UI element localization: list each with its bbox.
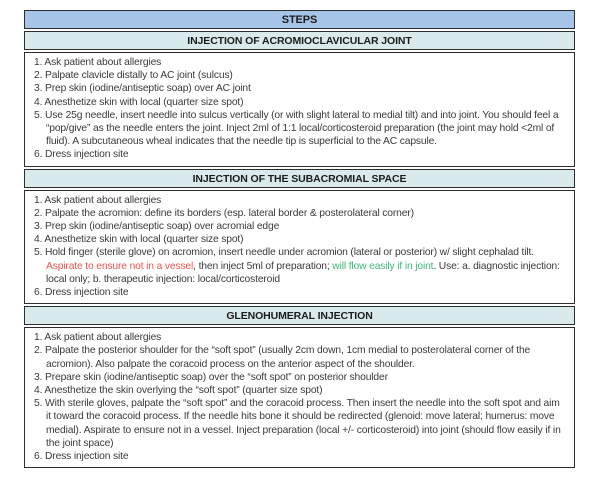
step-item (34, 220, 566, 233)
step-item (34, 246, 566, 286)
step-text: 1. Ask patient about allergies (34, 194, 162, 206)
step-text: 4. Anesthetize skin with local (quarter size spot) (34, 234, 244, 246)
step-text: 1. Ask patient about allergies (34, 332, 162, 344)
step-text: 1. Ask patient about allergies (34, 57, 162, 68)
step-item (34, 344, 566, 370)
step-item (34, 384, 566, 397)
step-item (34, 148, 566, 161)
step-text: 2. Palpate clavicle distally to AC joint (sulcus) (34, 70, 233, 82)
table-title-steps: STEPS (24, 10, 575, 29)
step-text-red: Aspirate to ensure not in a vessel (46, 260, 194, 272)
step-text: 5. Hold finger (sterile glove) on acromion, insert needle under acromion (lateral or posterior) w/ slight cephalad tilt. (34, 247, 534, 259)
section-header: GLENOHUMERAL INJECTION (24, 306, 575, 325)
procedure-steps-table (24, 10, 575, 468)
step-item (34, 109, 566, 149)
step-text: 4. Anesthetize the skin overlying the “soft spot” (quarter size spot) (34, 385, 323, 397)
step-text: 5. With sterile gloves, palpate the “soft spot” and the coracoid process. Then insert the needle into the soft spot and aim it toward the coracoid process. If the needle hits bone it should be redirected (glenoid: move lateral; humerus: move medial). Aspirate to ensure not in a vessel. Inject preparation (local +/- corticosteroid) into joint (should flow easily if in the joint space) (34, 398, 561, 449)
step-text: 6. Dress injection site (34, 149, 129, 161)
step-item (34, 233, 566, 246)
step-item (34, 371, 566, 384)
step-item (34, 96, 566, 109)
step-item (34, 286, 566, 299)
step-item (34, 207, 566, 220)
step-item (34, 56, 566, 69)
step-item (34, 82, 566, 95)
step-item (34, 331, 566, 344)
step-item (34, 397, 566, 450)
step-text: , then inject 5ml of preparation; (193, 260, 333, 272)
section-steps-list (24, 190, 575, 305)
step-text: 2. Palpate the acromion: define its borders (esp. lateral border & posterolateral corner) (34, 207, 414, 219)
step-text-green: will flow easily if in joint (332, 260, 434, 272)
section-header: INJECTION OF ACROMIOCLAVICULAR JOINT (24, 31, 575, 50)
step-text: . Use: a. diagnostic injection: local only; b. therapeutic injection: local/corticosteroid (46, 260, 560, 285)
step-text: 5. Use 25g needle, insert needle into sulcus vertically (or with slight lateral to medial tilt) and into joint. You should feel a “pop/give” as the needle enters the joint. Inject 2ml of 1:1 local/corticosteroid preparation (the joint may hold <2ml of fluid). A subcutaneous wheal indicates that the needle tip is superficial to the AC capsule. (34, 109, 559, 148)
step-text: 3. Prepare skin (iodine/antiseptic soap) over the “soft spot” on posterior shoulder (34, 371, 388, 383)
step-text: 3. Prep skin (iodine/antiseptic soap) over AC joint (34, 83, 251, 95)
step-text: 6. Dress injection site (34, 287, 129, 299)
step-text: 2. Palpate the posterior shoulder for the “soft spot” (usually 2cm down, 1cm medial to posterolateral corner of the acromion). Also palpate the coracoid process on the anterior aspect of the shoulder. (34, 345, 531, 370)
step-text: 3. Prep skin (iodine/antiseptic soap) over acromial edge (34, 221, 280, 233)
step-text: 6. Dress injection site (34, 451, 129, 463)
step-text: 4. Anesthetize skin with local (quarter size spot) (34, 96, 244, 108)
step-item (34, 194, 566, 207)
section-steps-list (24, 327, 575, 468)
section-steps-list (24, 52, 575, 167)
step-item (34, 69, 566, 82)
section-header: INJECTION OF THE SUBACROMIAL SPACE (24, 169, 575, 188)
step-item (34, 450, 566, 463)
